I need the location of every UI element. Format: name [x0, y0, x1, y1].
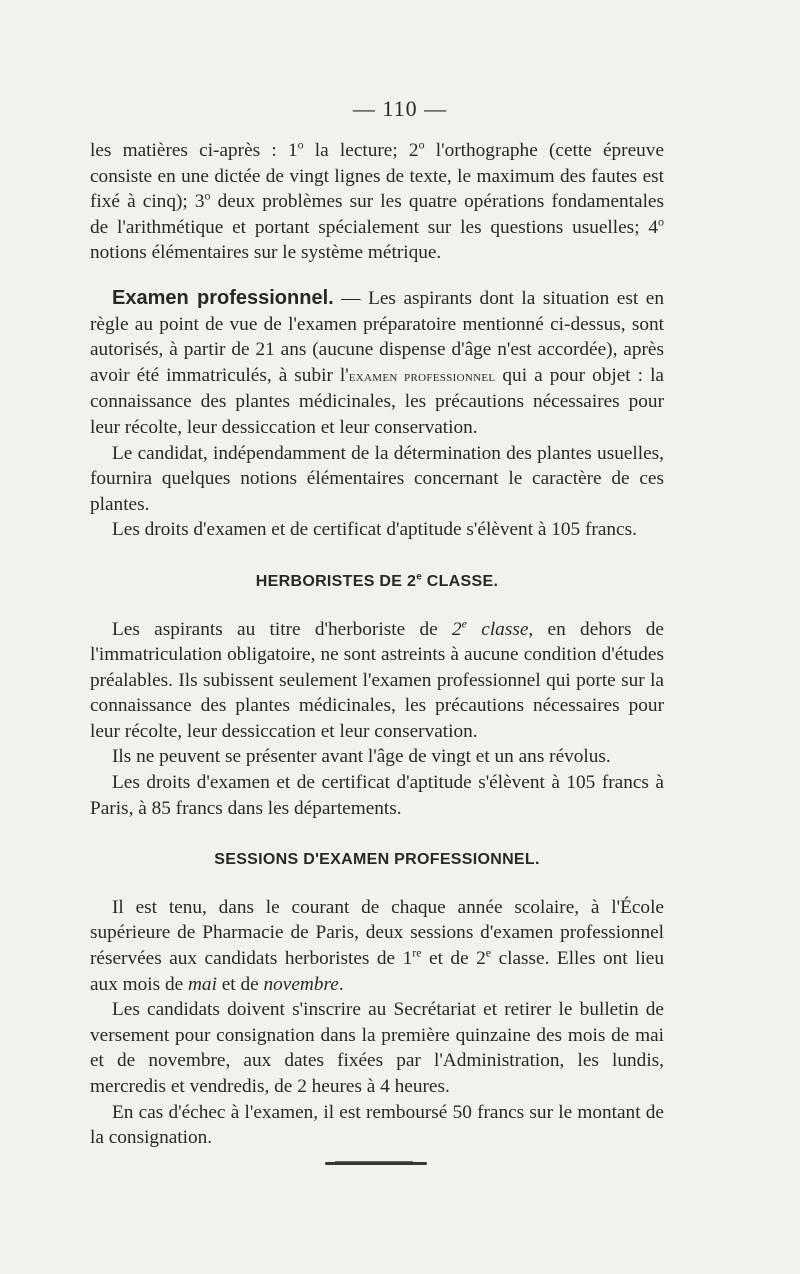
paragraph-inscription: Les candidats doivent s'inscrire au Secrétariat et retirer le bulletin de versement pour consignation dans la première quinzaine des mois de mai et de novembre, aux dates fixées par l'Administration, les lundis, mercredis et vendredis, de 2 heures à 4 heures. — [90, 999, 664, 1097]
text-run: la lecture; 2 — [303, 140, 419, 161]
text-run: — Les aspirants dont la situation est en règle au point de vue de l'examen préparatoire mentionné ci-dessus, sont autorisés, à partir de 21 ans (aucune dispense d'âge n'est accordée), après avoir été immatriculés, à subir l' — [90, 287, 664, 386]
text-run: et de 2 — [421, 948, 486, 970]
ordinal-sup: e — [416, 571, 422, 583]
text-run: les matières ci-après : 1 — [90, 140, 298, 161]
paragraph-remboursement: En cas d'échec à l'examen, il est remboursé 50 francs sur le montant de la consignation. — [90, 1101, 664, 1149]
small-caps-term: examen professionnel — [348, 367, 496, 385]
text-run: Il est tenu, dans le courant de chaque année scolaire, à l'École supérieure de Pharmacie de Paris, deux sessions d'examen professionnel réservées aux candidats herboristes de 1 — [90, 896, 664, 970]
section-lead: Examen professionnel. — [112, 286, 334, 309]
paragraph-aspirants — [90, 617, 664, 745]
text-run: deux problèmes sur les quatre opérations fondamentales de l'arithmétique et portant spécialement sur les questions usuelles; 4 — [90, 191, 664, 238]
text-run: , en dehors de l'immatriculation obligatoire, ne sont astreints à aucune condition d'études préalables. Ils subissent seulement l'examen professionnel qui porte sur la connaissance des plantes médicinales, les précautions nécessaires pour leur récolte, leur dessiccation et leur conservation. — [90, 618, 664, 742]
text-run: classe. Elles ont lieu aux mois de — [90, 948, 664, 995]
paragraph-examen-professionnel — [90, 286, 664, 441]
text-run: notions élémentaires sur le système métrique. — [90, 242, 442, 264]
italic-term — [451, 616, 529, 640]
text-run: l'orthographe (cette épreuve consiste en une dictée de vingt lignes de texte, le maximum des fautes est fixé à cinq); 3 — [90, 140, 665, 213]
ordinal-sup: o — [418, 137, 425, 152]
ordinal-sup: re — [412, 945, 422, 960]
ordinal-sup: o — [297, 137, 304, 152]
heading-text: HERBORISTES DE 2 — [255, 572, 417, 590]
text-run: Les aspirants au titre d'herboriste de — [112, 618, 452, 640]
ordinal-sup: e — [461, 616, 467, 631]
paragraph-droits-2: Les droits d'examen et de certificat d'aptitude s'élèvent à 105 francs à Paris, à 85 francs dans les départements. — [90, 772, 664, 819]
ordinal-sup: o — [204, 188, 211, 203]
text-column — [90, 138, 664, 1151]
text-run: 2 — [451, 618, 462, 640]
heading-text: CLASSE. — [422, 572, 499, 590]
paragraph-matieres — [90, 138, 664, 266]
italic-term: novembre — [263, 973, 339, 995]
text-run: . — [338, 973, 344, 995]
page-number: — 110 — — [352, 96, 448, 121]
ordinal-sup: o — [658, 214, 664, 229]
text-run: et de — [216, 973, 264, 995]
paragraph-droits-1: Les droits d'examen et de certificat d'aptitude s'élèvent à 105 francs. — [112, 519, 637, 541]
paragraph-candidat: Le candidat, indépendamment de la détermination des plantes usuelles, fournira quelques notions élémentaires concernant le caractère de ces plantes. — [90, 442, 664, 515]
italic-term: mai — [188, 973, 217, 995]
heading-herboristes-2e-classe — [90, 569, 664, 595]
paragraph-age: Ils ne peuvent se présenter avant l'âge de vingt et un ans révolus. — [112, 746, 611, 768]
text-run: classe — [466, 618, 529, 640]
text-run: qui a pour objet : la connaissance des plantes médicinales, les précautions nécessaires pour leur récolte, leur dessiccation et leur conservation. — [90, 364, 664, 438]
end-ornament — [325, 1162, 427, 1165]
paragraph-sessions — [90, 895, 664, 997]
heading-sessions: SESSIONS D'EXAMEN PROFESSIONNEL. — [214, 851, 540, 869]
ordinal-sup: e — [485, 945, 492, 960]
